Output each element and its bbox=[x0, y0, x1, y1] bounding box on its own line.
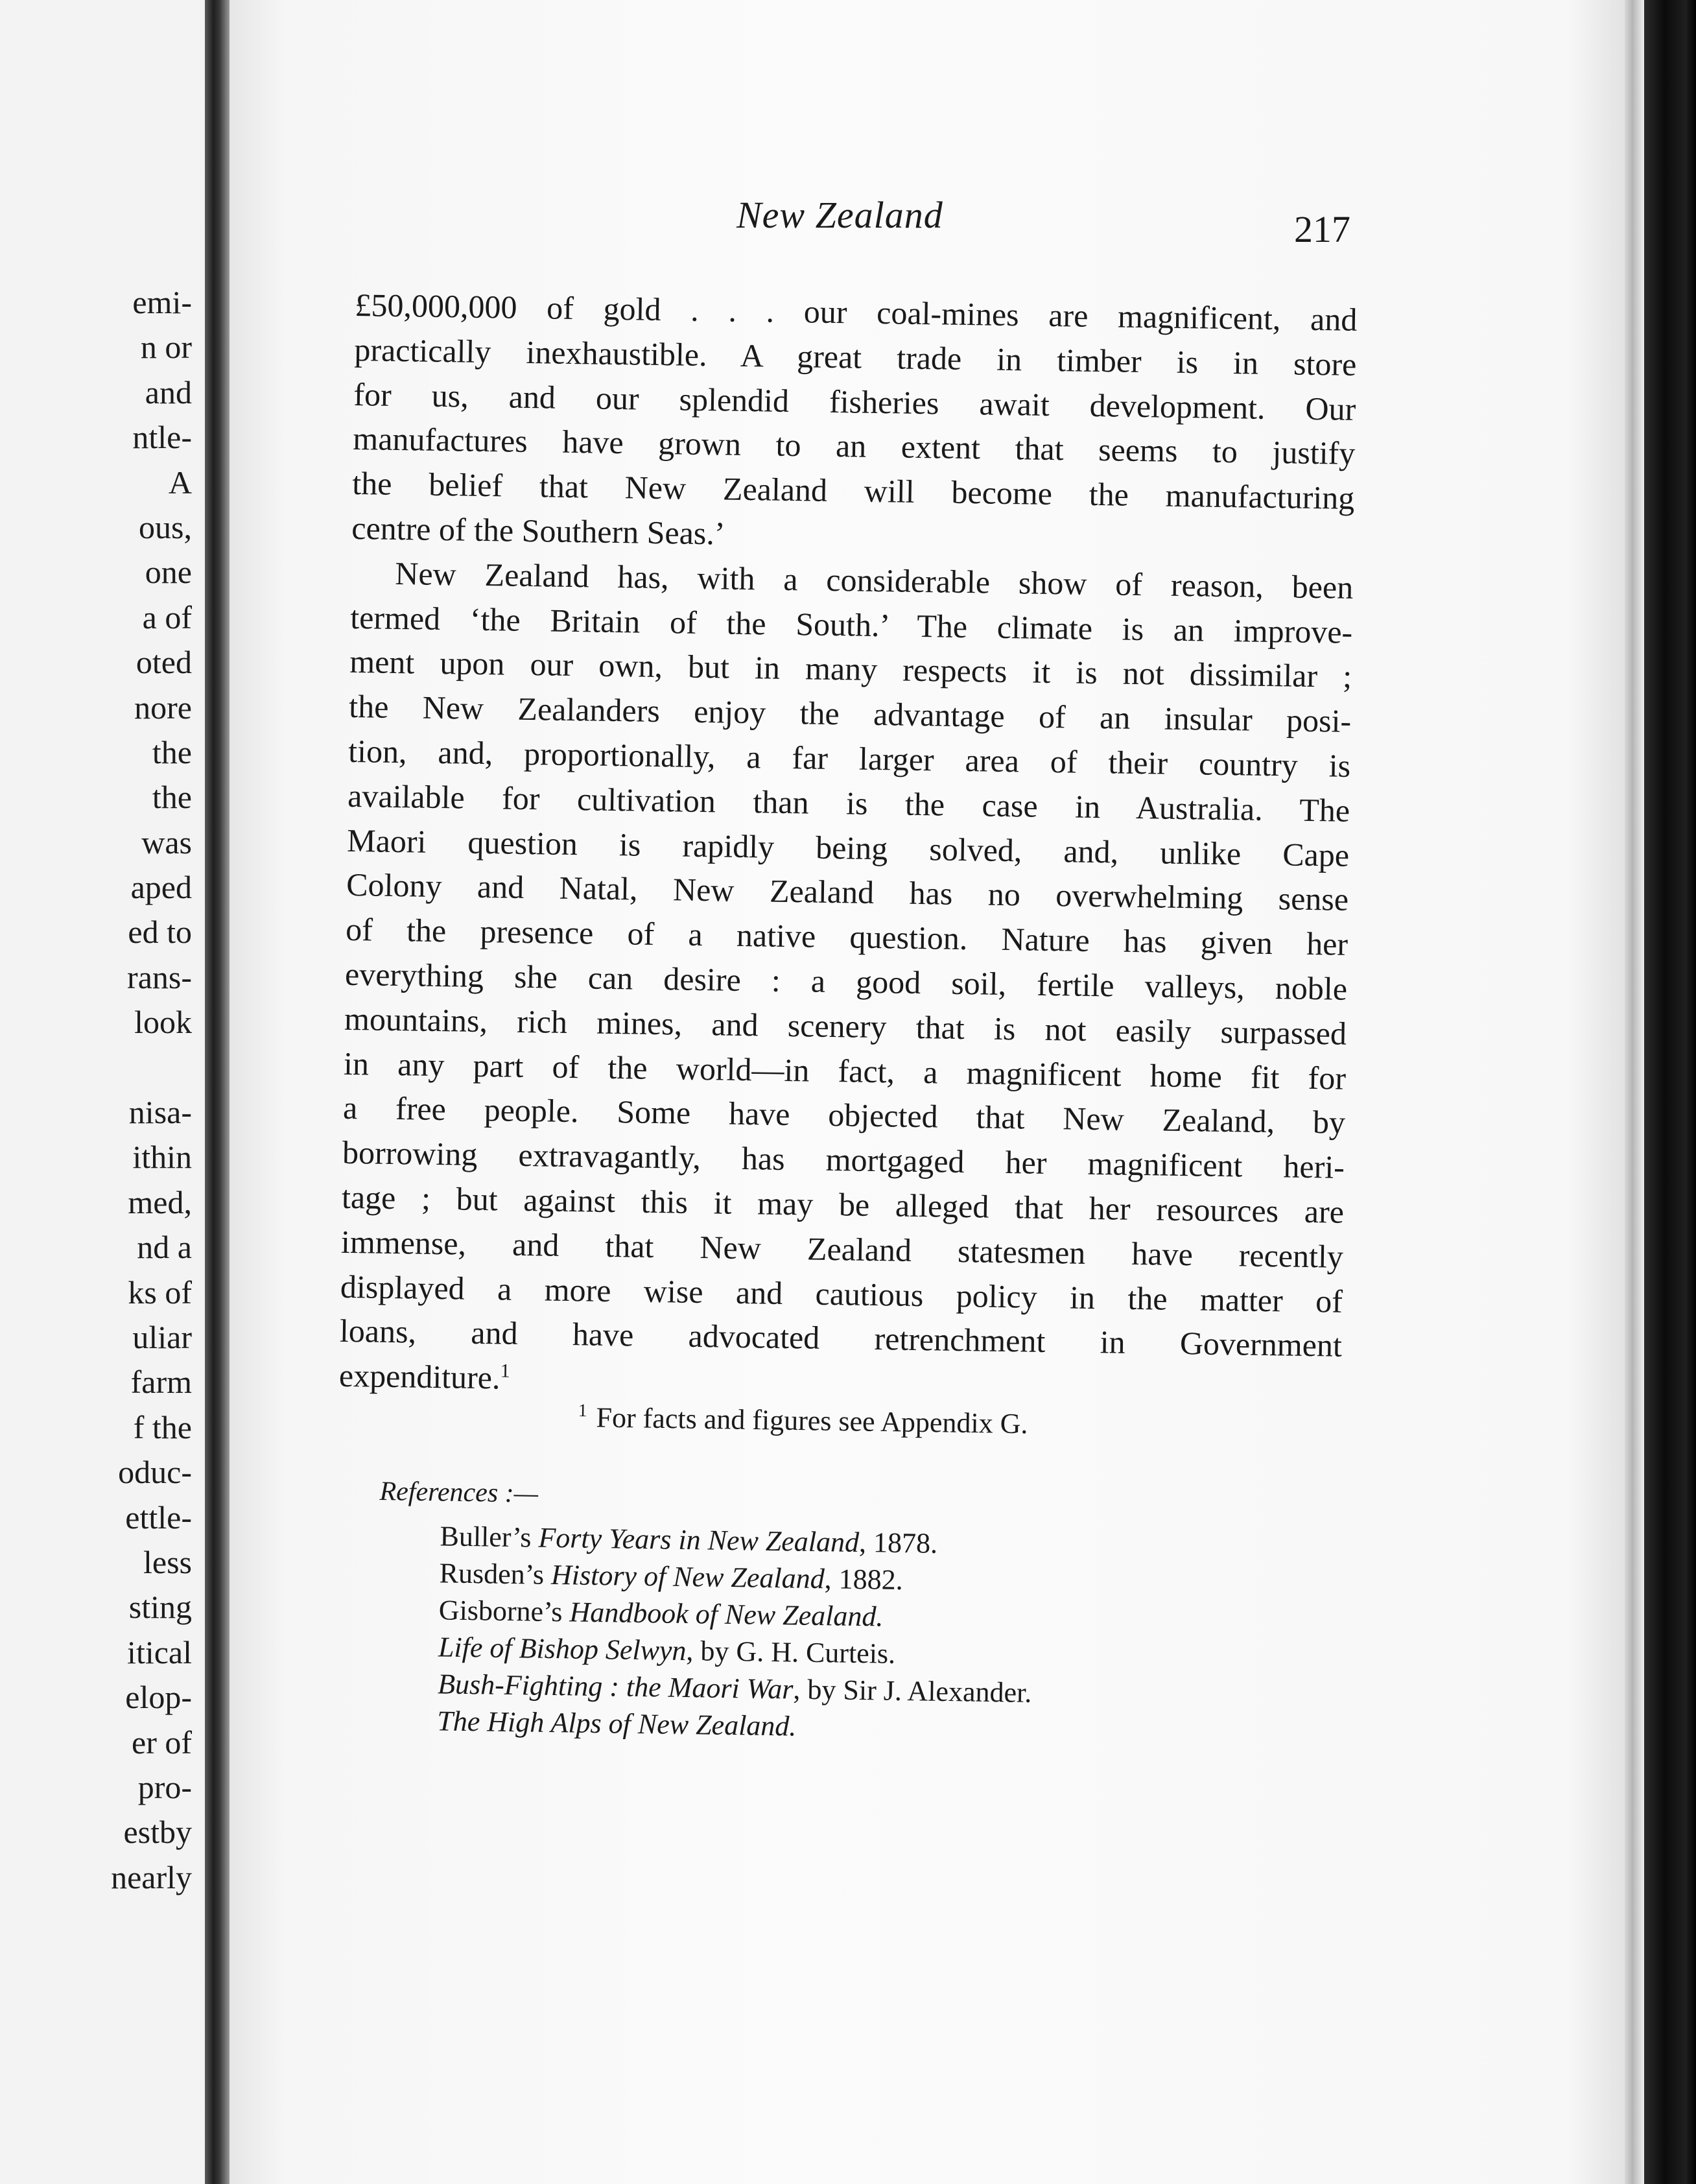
facing-line: er of bbox=[132, 1724, 192, 1761]
body-line: a free people. Some have objected that New Zealand, by bbox=[342, 1089, 1346, 1141]
facing-line: itical bbox=[127, 1633, 192, 1670]
facing-line: estby bbox=[123, 1814, 192, 1851]
footnote-marker: 1 bbox=[578, 1401, 587, 1421]
facing-page-text bbox=[0, 280, 192, 1900]
ref-detail: , by Sir J. Alexander. bbox=[793, 1673, 1032, 1709]
facing-line-gap bbox=[0, 1045, 192, 1090]
body-line: for us, and our splendid fisheries await development. Our bbox=[353, 375, 1356, 427]
facing-line: farm bbox=[130, 1364, 192, 1401]
facing-line: and bbox=[145, 374, 192, 410]
body-line: everything she can desire : a good soil, fertile valleys, noble bbox=[344, 955, 1348, 1007]
body-line: loans, and have advocated retrenchment in Government bbox=[339, 1312, 1343, 1364]
page-edge bbox=[1625, 0, 1644, 2184]
facing-line: emi- bbox=[132, 284, 192, 320]
book-gutter bbox=[205, 0, 230, 2184]
facing-line: uliar bbox=[132, 1318, 192, 1355]
ref-title: History of New Zealand bbox=[550, 1558, 825, 1595]
facing-line: A bbox=[168, 464, 192, 501]
body-line: the belief that New Zealand will become the manufacturing bbox=[351, 465, 1355, 517]
facing-line: rans- bbox=[127, 958, 192, 995]
ref-title: The High Alps of New Zealand. bbox=[436, 1705, 797, 1742]
facing-line: the bbox=[152, 733, 192, 770]
footnote bbox=[578, 1401, 1028, 1440]
references-section bbox=[376, 1473, 1035, 1748]
facing-line: med, bbox=[128, 1183, 192, 1220]
facing-line: oduc- bbox=[118, 1454, 192, 1491]
facing-line: aped bbox=[130, 869, 192, 906]
footnote-reference[interactable]: 1 bbox=[500, 1360, 510, 1382]
body-line: manufactures have grown to an extent that seems to justify bbox=[353, 420, 1356, 472]
facing-line: ed to bbox=[128, 914, 192, 951]
facing-line: ithin bbox=[132, 1139, 192, 1176]
facing-line: n or bbox=[140, 329, 192, 366]
facing-line: nisa- bbox=[128, 1094, 192, 1131]
facing-line: ettle- bbox=[125, 1499, 192, 1536]
body-line: available for cultivation than is the case in Australia. The bbox=[347, 777, 1350, 829]
body-line: termed ‘the Britain of the South.’ The climate is an improve- bbox=[349, 599, 1353, 650]
facing-line: sting bbox=[128, 1589, 192, 1626]
ref-detail: , 1882. bbox=[824, 1563, 904, 1596]
facing-line: a of bbox=[142, 599, 192, 635]
book-binding bbox=[1644, 0, 1696, 2184]
running-head: New Zealand bbox=[736, 194, 943, 236]
body-line: mountains, rich mines, and scenery that is not easily surpassed bbox=[344, 1000, 1347, 1052]
ref-title: Handbook of New Zealand. bbox=[569, 1596, 884, 1633]
body-line: Maori question is rapidly being solved, and, unlike Cape bbox=[346, 822, 1350, 873]
facing-line: nore bbox=[134, 689, 192, 726]
body-line: New Zealand has, with a considerable show of reason, been bbox=[394, 554, 1354, 606]
body-line: expenditure. bbox=[338, 1357, 501, 1396]
ref-detail: , 1878. bbox=[858, 1526, 938, 1560]
facing-line: less bbox=[143, 1543, 192, 1580]
body-line: centre of the Southern Seas.’ bbox=[351, 509, 725, 552]
facing-line: pro- bbox=[137, 1768, 192, 1805]
ref-title: Bush-Fighting : the Maori War bbox=[437, 1668, 794, 1705]
facing-page-fragment bbox=[0, 0, 209, 2184]
body-line: immense, and that New Zealand statesmen have recently bbox=[340, 1223, 1344, 1275]
footnote-text: For facts and figures see Appendix G. bbox=[596, 1401, 1028, 1440]
facing-line: nd a bbox=[137, 1229, 192, 1266]
body-line: £50,000,000 of gold . . . our coal-mines are magnificent, and bbox=[355, 286, 1358, 338]
facing-line: ous, bbox=[139, 508, 192, 545]
page-number: 217 bbox=[1294, 208, 1350, 250]
facing-line: nearly bbox=[111, 1858, 192, 1895]
references-heading: References :— bbox=[379, 1476, 539, 1509]
facing-line: elop- bbox=[125, 1679, 192, 1716]
body-line: borrowing extravagantly, has mortgaged her magnificent heri- bbox=[342, 1134, 1345, 1185]
facing-line: ntle- bbox=[132, 419, 192, 456]
body-line: of the presence of a native question. Nature has given her bbox=[345, 911, 1349, 962]
body-line: Colony and Natal, New Zealand has no overwhelming sense bbox=[346, 866, 1349, 918]
facing-line: f the bbox=[133, 1408, 192, 1445]
facing-line: was bbox=[141, 824, 192, 861]
facing-line: ks of bbox=[128, 1274, 192, 1311]
facing-line: look bbox=[134, 1004, 192, 1041]
ref-author: Rusden’s bbox=[439, 1557, 552, 1591]
ref-author: Buller’s bbox=[440, 1520, 539, 1554]
body-text bbox=[338, 283, 1357, 1413]
facing-line: the bbox=[152, 779, 192, 816]
facing-line: one bbox=[145, 554, 192, 591]
ref-title: Forty Years in New Zealand bbox=[538, 1521, 860, 1558]
facing-line: oted bbox=[135, 644, 192, 681]
body-line: displayed a more wise and cautious policy in the matter of bbox=[340, 1268, 1343, 1320]
body-line: the New Zealanders enjoy the advantage of an insular posi- bbox=[348, 688, 1352, 740]
body-line: practically inexhaustible. A great trade in timber is in store bbox=[354, 331, 1357, 383]
ref-author: Gisborne’s bbox=[438, 1594, 570, 1628]
body-line: tage ; but against this it may be alleged that her resources are bbox=[341, 1178, 1345, 1230]
body-line: tion, and, proportionally, a far larger area of their country is bbox=[347, 732, 1351, 784]
ref-detail: , by G. H. Curteis. bbox=[686, 1635, 896, 1670]
body-line: ment upon our own, but in many respects it is not dissimilar ; bbox=[349, 643, 1352, 695]
body-line: in any part of the world—in fact, a magnificent home fit for bbox=[343, 1045, 1347, 1097]
ref-title: Life of Bishop Selwyn bbox=[438, 1631, 687, 1667]
